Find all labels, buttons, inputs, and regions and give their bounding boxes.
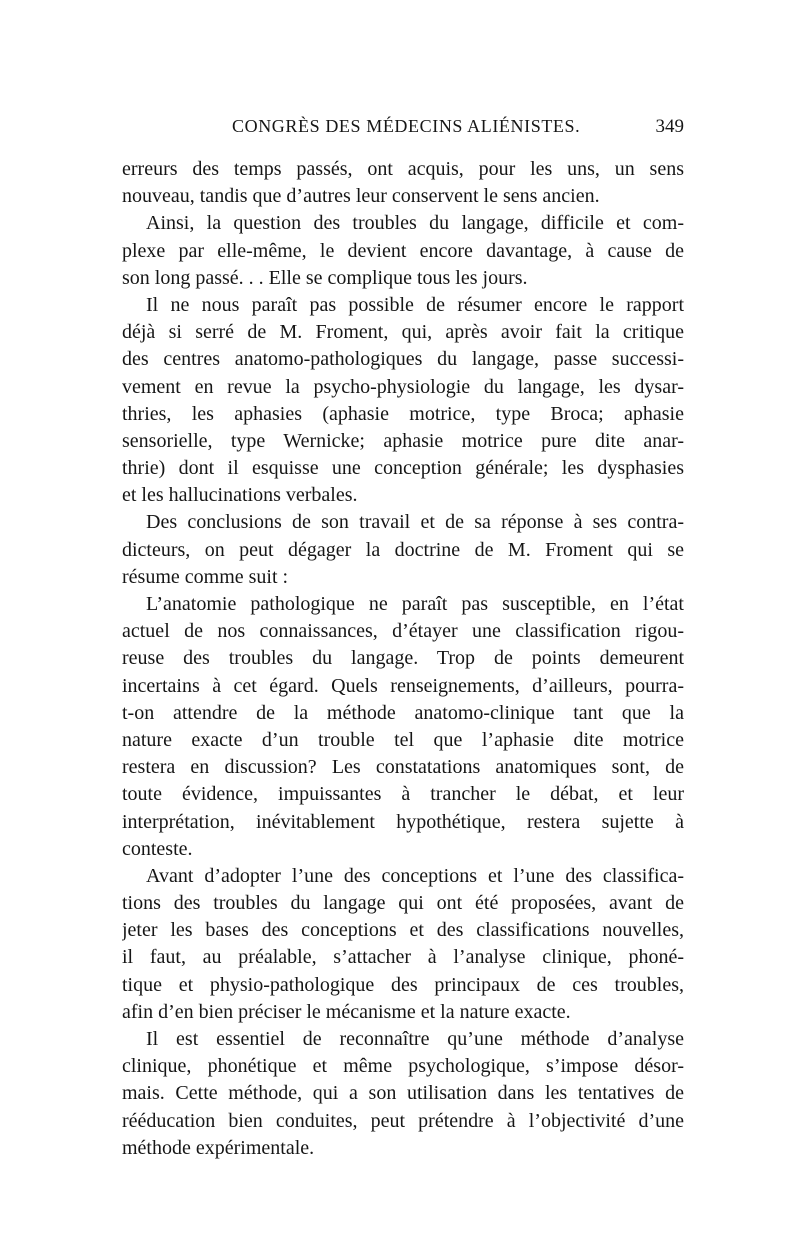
text-line: toute évidence, impuissantes à trancher le débat, et leur <box>122 783 684 806</box>
paragraph-1 <box>122 156 684 210</box>
paragraph-2 <box>122 210 684 292</box>
running-title: CONGRÈS DES MÉDECINS ALIÉNISTES. <box>232 116 581 136</box>
text-line: sensorielle, type Wernicke; aphasie motrice pure dite anar- <box>122 429 684 452</box>
text-line: résume comme suit : <box>122 565 289 588</box>
text-line: mais. Cette méthode, qui a son utilisation dans les tentatives de <box>122 1082 684 1105</box>
text-line: des centres anatomo-pathologiques du langage, passe successi- <box>122 348 684 371</box>
text-line: jeter les bases des conceptions et des classifications nouvelles, <box>122 919 684 942</box>
text-line: tique et physio-pathologique des principaux de ces troubles, <box>122 973 684 996</box>
text-line: t-on attendre de la méthode anatomo-clinique tant que la <box>122 701 684 724</box>
body-text <box>122 156 684 1162</box>
text-line: rééducation bien conduites, peut prétendre à l’objectivité d’une <box>122 1109 684 1132</box>
text-line: restera en discussion? Les constatations anatomiques sont, de <box>122 756 684 779</box>
text-line: Avant d’adopter l’une des conceptions et l’une des classifica- <box>146 864 684 887</box>
text-line: Il est essentiel de reconnaître qu’une méthode d’analyse <box>146 1028 684 1050</box>
paragraph-4 <box>122 509 684 591</box>
text-line: erreurs des temps passés, ont acquis, pour les uns, un sens <box>122 158 684 180</box>
paragraph-3 <box>122 292 684 510</box>
text-line: tions des troubles du langage qui ont été proposées, avant de <box>122 892 684 915</box>
text-line: déjà si serré de M. Froment, qui, après avoir fait la critique <box>122 321 684 344</box>
text-line: thrie) dont il esquisse une conception générale; les dysphasies <box>122 457 684 480</box>
text-line: il faut, au préalable, s’attacher à l’analyse clinique, phoné- <box>122 946 684 969</box>
page-number: 349 <box>655 116 684 137</box>
text-line: Il ne nous paraît pas possible de résumer encore le rapport <box>146 293 684 316</box>
text-line: vement en revue la psycho-physiologie du langage, les dysar- <box>122 375 684 398</box>
text-line: incertains à cet égard. Quels renseignements, d’ailleurs, pourra- <box>122 674 684 697</box>
paragraph-7 <box>122 1026 684 1162</box>
paragraph-5 <box>122 591 684 863</box>
text-line: L’anatomie pathologique ne paraît pas susceptible, en l’état <box>146 593 684 615</box>
text-line: interprétation, inévitablement hypothétique, restera sujette à <box>122 810 684 833</box>
text-line: clinique, phonétique et même psychologique, s’impose désor- <box>122 1055 684 1078</box>
text-line: reuse des troubles du langage. Trop de points demeurent <box>122 647 684 670</box>
running-header <box>122 116 684 144</box>
paragraph-6 <box>122 863 684 1026</box>
text-line: Des conclusions de son travail et de sa réponse à ses contra- <box>146 511 684 534</box>
text-line: et les hallucinations verbales. <box>122 484 358 507</box>
text-line: plexe par elle-même, le devient encore davantage, à cause de <box>122 239 684 262</box>
text-line: dicteurs, on peut dégager la doctrine de M. Froment qui se <box>122 538 684 561</box>
text-line: thries, les aphasies (aphasie motrice, type Broca; aphasie <box>122 402 684 425</box>
text-line: nouveau, tandis que d’autres leur conservent le sens ancien. <box>122 185 600 208</box>
text-line: son long passé. . . Elle se complique tous les jours. <box>122 266 528 289</box>
text-line: afin d’en bien préciser le mécanisme et la nature exacte. <box>122 1000 571 1023</box>
text-line: méthode expérimentale. <box>122 1136 315 1159</box>
text-line: nature exacte d’un trouble tel que l’aphasie dite motrice <box>122 728 684 751</box>
text-line: Ainsi, la question des troubles du langage, difficile et com- <box>146 212 684 235</box>
text-line: actuel de nos connaissances, d’étayer une classification rigou- <box>122 620 684 643</box>
text-line: conteste. <box>122 837 193 860</box>
